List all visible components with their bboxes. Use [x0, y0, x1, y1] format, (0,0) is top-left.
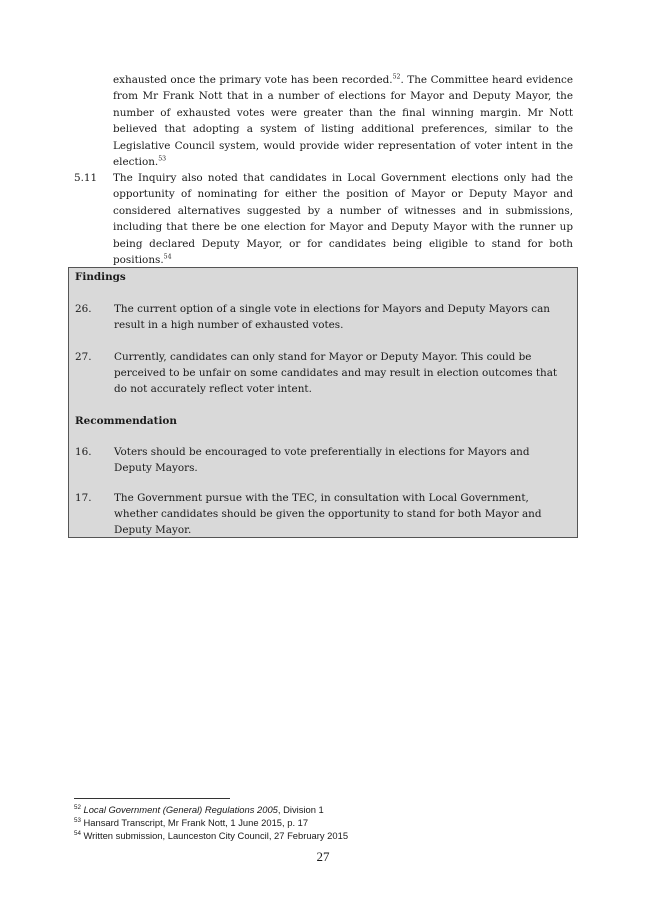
- paragraph-5-11: [113, 170, 573, 268]
- finding-text: Currently, candidates can only stand for Mayor or Deputy Mayor. This could be perceived to be unfair on some candidates and may result in election outcomes that do not accurately reflect voter intent.: [114, 351, 558, 395]
- footnote-text: Written submission, Launceston City Council, 27 February 2015: [83, 830, 349, 841]
- recommendation-text: The Government pursue with the TEC, in consultation with Local Government, whether candidates should be given the opportunity to stand for both Mayor and Deputy Mayor.: [114, 492, 542, 536]
- findings-heading: Findings: [75, 271, 126, 283]
- footnote-text: Hansard Transcript, Mr Frank Nott, 1 June 2015, p. 17: [83, 817, 309, 828]
- recommendation-number: 16.: [75, 446, 92, 458]
- recommendation-heading: Recommendation: [75, 415, 177, 427]
- footnote-title: Local Government (General) Regulations 2005: [83, 804, 278, 815]
- paragraph-number-5-11: 5.11: [74, 172, 98, 184]
- continuation-paragraph: [113, 72, 573, 170]
- findings-recommendation-box: [68, 267, 578, 538]
- footnote-number: 54: [74, 829, 81, 837]
- footnote-text: , Division 1: [277, 804, 324, 815]
- footnote-ref-52[interactable]: 52: [392, 73, 401, 81]
- footnote-number: 53: [74, 816, 81, 824]
- recommendation-number: 17.: [75, 492, 92, 504]
- footnote-52: [74, 804, 324, 816]
- footnote-54: [74, 830, 348, 842]
- footnote-53: [74, 817, 308, 829]
- footnote-number: 52: [74, 803, 81, 811]
- recommendation-text: Voters should be encouraged to vote preferentially in elections for Mayors and Deputy Mayors.: [114, 446, 530, 474]
- continuation-text-2: . The Committee heard evidence from Mr Frank Nott that in a number of elections for Mayor and Deputy Mayor, the number of exhausted votes were greater than the final winning margin. Mr Nott believed that adopting a system of listing additional preferences, similar to the Legislative Council system, would provide wider representation of voter intent in the election.: [113, 74, 573, 169]
- footnote-ref-54[interactable]: 54: [163, 253, 172, 261]
- footnote-separator: [74, 798, 230, 799]
- page-number: 27: [316, 849, 330, 864]
- footnote-ref-53[interactable]: 53: [158, 155, 167, 163]
- paragraph-5-11-text: The Inquiry also noted that candidates in Local Government elections only had the opportunity of nominating for either the position of Mayor or Deputy Mayor and considered alternatives suggested by a number of witnesses and in submissions, including that there be one election for Mayor and Deputy Mayor with the runner up being declared Deputy Mayor, or for candidates being eligible to stand for both positions.: [113, 172, 573, 267]
- finding-number: 27.: [75, 351, 92, 363]
- continuation-text-1: exhausted once the primary vote has been recorded.: [113, 74, 393, 86]
- finding-number: 26.: [75, 303, 92, 315]
- finding-text: The current option of a single vote in elections for Mayors and Deputy Mayors can result in a high number of exhausted votes.: [114, 303, 550, 331]
